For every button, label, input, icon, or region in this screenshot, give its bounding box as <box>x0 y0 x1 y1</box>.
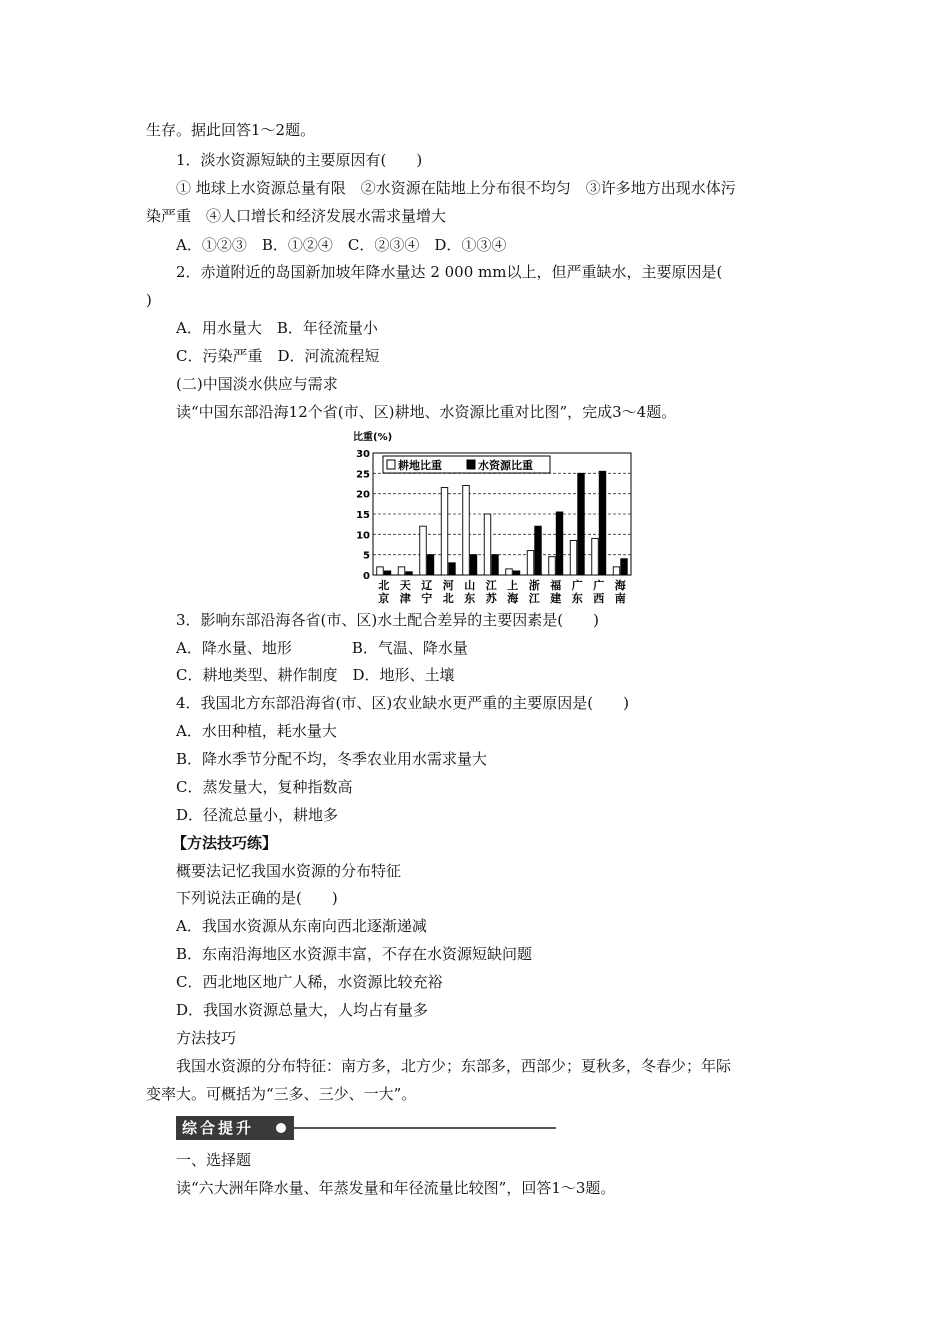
banner-text: 综合提升 <box>182 1119 255 1137</box>
method-option-b: B．东南沿海地区水资源丰富，不存在水资源短缺问题 <box>176 945 533 963</box>
y-tick-label: 25 <box>356 469 370 481</box>
question-2-option-cd: C．污染严重 D．河流流程短 <box>176 347 380 365</box>
question-4-option-b: B．降水季节分配不均，冬季农业用水需求量大 <box>176 750 488 768</box>
method-option-a: A．我国水资源从东南向西北逐渐递减 <box>176 917 427 935</box>
y-tick-label: 10 <box>356 530 370 542</box>
x-tick-label: 苏 <box>485 592 497 605</box>
x-tick-label: 河 <box>442 579 454 592</box>
bar-water <box>492 555 499 575</box>
bar-farmland <box>592 538 599 575</box>
bar-water <box>535 526 542 575</box>
bar-water <box>599 471 606 575</box>
method-topic: 概要法记忆我国水资源的分布特征 <box>176 862 402 880</box>
method-option-d: D．我国水资源总量大，人均占有量多 <box>176 1001 429 1019</box>
method-heading: 【方法技巧练】 <box>172 834 278 852</box>
x-tick-label: 北 <box>378 579 390 592</box>
bar-farmland <box>570 540 577 575</box>
bar-water <box>406 572 413 575</box>
question-2-option-ab: A．用水量大 B．年径流量小 <box>176 319 378 337</box>
question-3-option-ab: A．降水量、地形 B．气温、降水量 <box>176 639 468 657</box>
x-tick-label: 江 <box>485 579 497 592</box>
x-tick-label: 津 <box>399 592 411 605</box>
x-tick-label: 京 <box>378 592 390 605</box>
x-tick-label: 辽 <box>421 579 433 592</box>
bar-water <box>427 555 434 575</box>
bar-water <box>621 559 628 575</box>
bar-farmland <box>441 488 448 575</box>
bar-farmland <box>484 514 491 575</box>
question-4-option-d: D．径流总量小，耕地多 <box>176 806 339 824</box>
y-tick-label: 30 <box>356 449 370 460</box>
banner-dot-icon <box>276 1123 286 1133</box>
bar-farmland <box>549 557 556 575</box>
bar-farmland <box>506 569 513 575</box>
x-tick-label: 北 <box>442 592 454 605</box>
x-tick-label: 海 <box>507 592 519 605</box>
bar-chart <box>345 428 640 613</box>
x-tick-label: 南 <box>614 592 626 605</box>
x-tick-label: 东 <box>464 592 476 605</box>
y-axis-title: 比重(%) <box>353 432 393 443</box>
question-2: 2．赤道附近的岛国新加坡年降水量达 2 000 mm以上，但严重缺水，主要原因是( <box>176 263 723 281</box>
bar-farmland <box>613 567 620 575</box>
x-tick-label: 宁 <box>421 592 433 605</box>
x-tick-label: 海 <box>614 579 626 592</box>
x-tick-label: 广 <box>571 579 583 592</box>
text-line: 生存。据此回答1～2题。 <box>146 121 316 139</box>
legend-label-farmland: 耕地比重 <box>398 459 442 472</box>
question-1-statements-cont: 染严重 ④人口增长和经济发展水需求量增大 <box>146 207 447 225</box>
y-tick-label: 20 <box>356 489 370 501</box>
bar-water <box>384 571 391 575</box>
tip-text-cont: 变率大。可概括为“三多、三少、一大”。 <box>146 1085 417 1103</box>
x-tick-label: 上 <box>507 579 519 592</box>
bar-water <box>578 473 585 575</box>
legend-swatch-farmland <box>387 460 395 469</box>
x-tick-label: 浙 <box>528 579 540 592</box>
question-3: 3．影响东部沿海各省(市、区)水土配合差异的主要因素是( ) <box>176 611 599 629</box>
bar-water <box>470 555 477 575</box>
question-1: 1．淡水资源短缺的主要原因有( ) <box>176 151 423 169</box>
question-1-statements: ① 地球上水资源总量有限 ②水资源在陆地上分布很不均匀 ③许多地方出现水体污 <box>176 179 736 197</box>
next-chart-intro: 读“六大洲年降水量、年蒸发量和年径流量比较图”，回答1～3题。 <box>176 1179 616 1197</box>
question-4: 4．我国北方东部沿海省(市、区)农业缺水更严重的主要原因是( ) <box>176 694 629 712</box>
tip-heading: 方法技巧 <box>176 1029 237 1047</box>
legend-swatch-water <box>467 460 475 469</box>
bar-farmland <box>420 526 427 575</box>
bar-farmland <box>527 551 534 575</box>
bar-water <box>513 571 520 575</box>
bar-farmland <box>398 567 405 575</box>
method-option-c: C．西北地区地广人稀，水资源比较充裕 <box>176 973 443 991</box>
tip-text: 我国水资源的分布特征：南方多，北方少；东部多，西部少；夏秋多，冬春少；年际 <box>176 1057 732 1075</box>
x-tick-label: 东 <box>571 592 583 605</box>
x-tick-label: 广 <box>593 579 605 592</box>
bar-farmland <box>377 567 384 575</box>
x-tick-label: 建 <box>550 592 562 605</box>
question-2-cont: ) <box>146 291 152 309</box>
x-tick-label: 天 <box>399 579 411 592</box>
bar-water <box>556 512 563 575</box>
bar-water <box>449 563 456 575</box>
bar-farmland <box>463 486 470 575</box>
banner-rule <box>294 1127 556 1129</box>
x-tick-label: 福 <box>550 579 562 592</box>
y-tick-label: 5 <box>363 550 370 562</box>
x-tick-label: 江 <box>528 592 540 605</box>
y-tick-label: 0 <box>363 571 370 582</box>
method-question: 下列说法正确的是( ) <box>176 889 338 907</box>
section-heading: (二)中国淡水供应与需求 <box>176 375 338 393</box>
question-4-option-c: C．蒸发量大，复种指数高 <box>176 778 353 796</box>
x-tick-label: 山 <box>464 579 476 592</box>
x-tick-label: 西 <box>593 592 605 605</box>
question-3-option-cd: C．耕地类型、耕作制度 D．地形、土壤 <box>176 666 455 684</box>
y-tick-label: 15 <box>356 510 370 521</box>
question-1-options: A．①②③ B．①②④ C．②③④ D．①③④ <box>176 236 507 254</box>
question-4-option-a: A．水田种植，耗水量大 <box>176 722 337 740</box>
chart-intro: 读“中国东部沿海12个省(市、区)耕地、水资源比重对比图”，完成3～4题。 <box>176 403 677 421</box>
choice-heading: 一、选择题 <box>176 1151 252 1169</box>
legend-label-water: 水资源比重 <box>478 459 533 472</box>
